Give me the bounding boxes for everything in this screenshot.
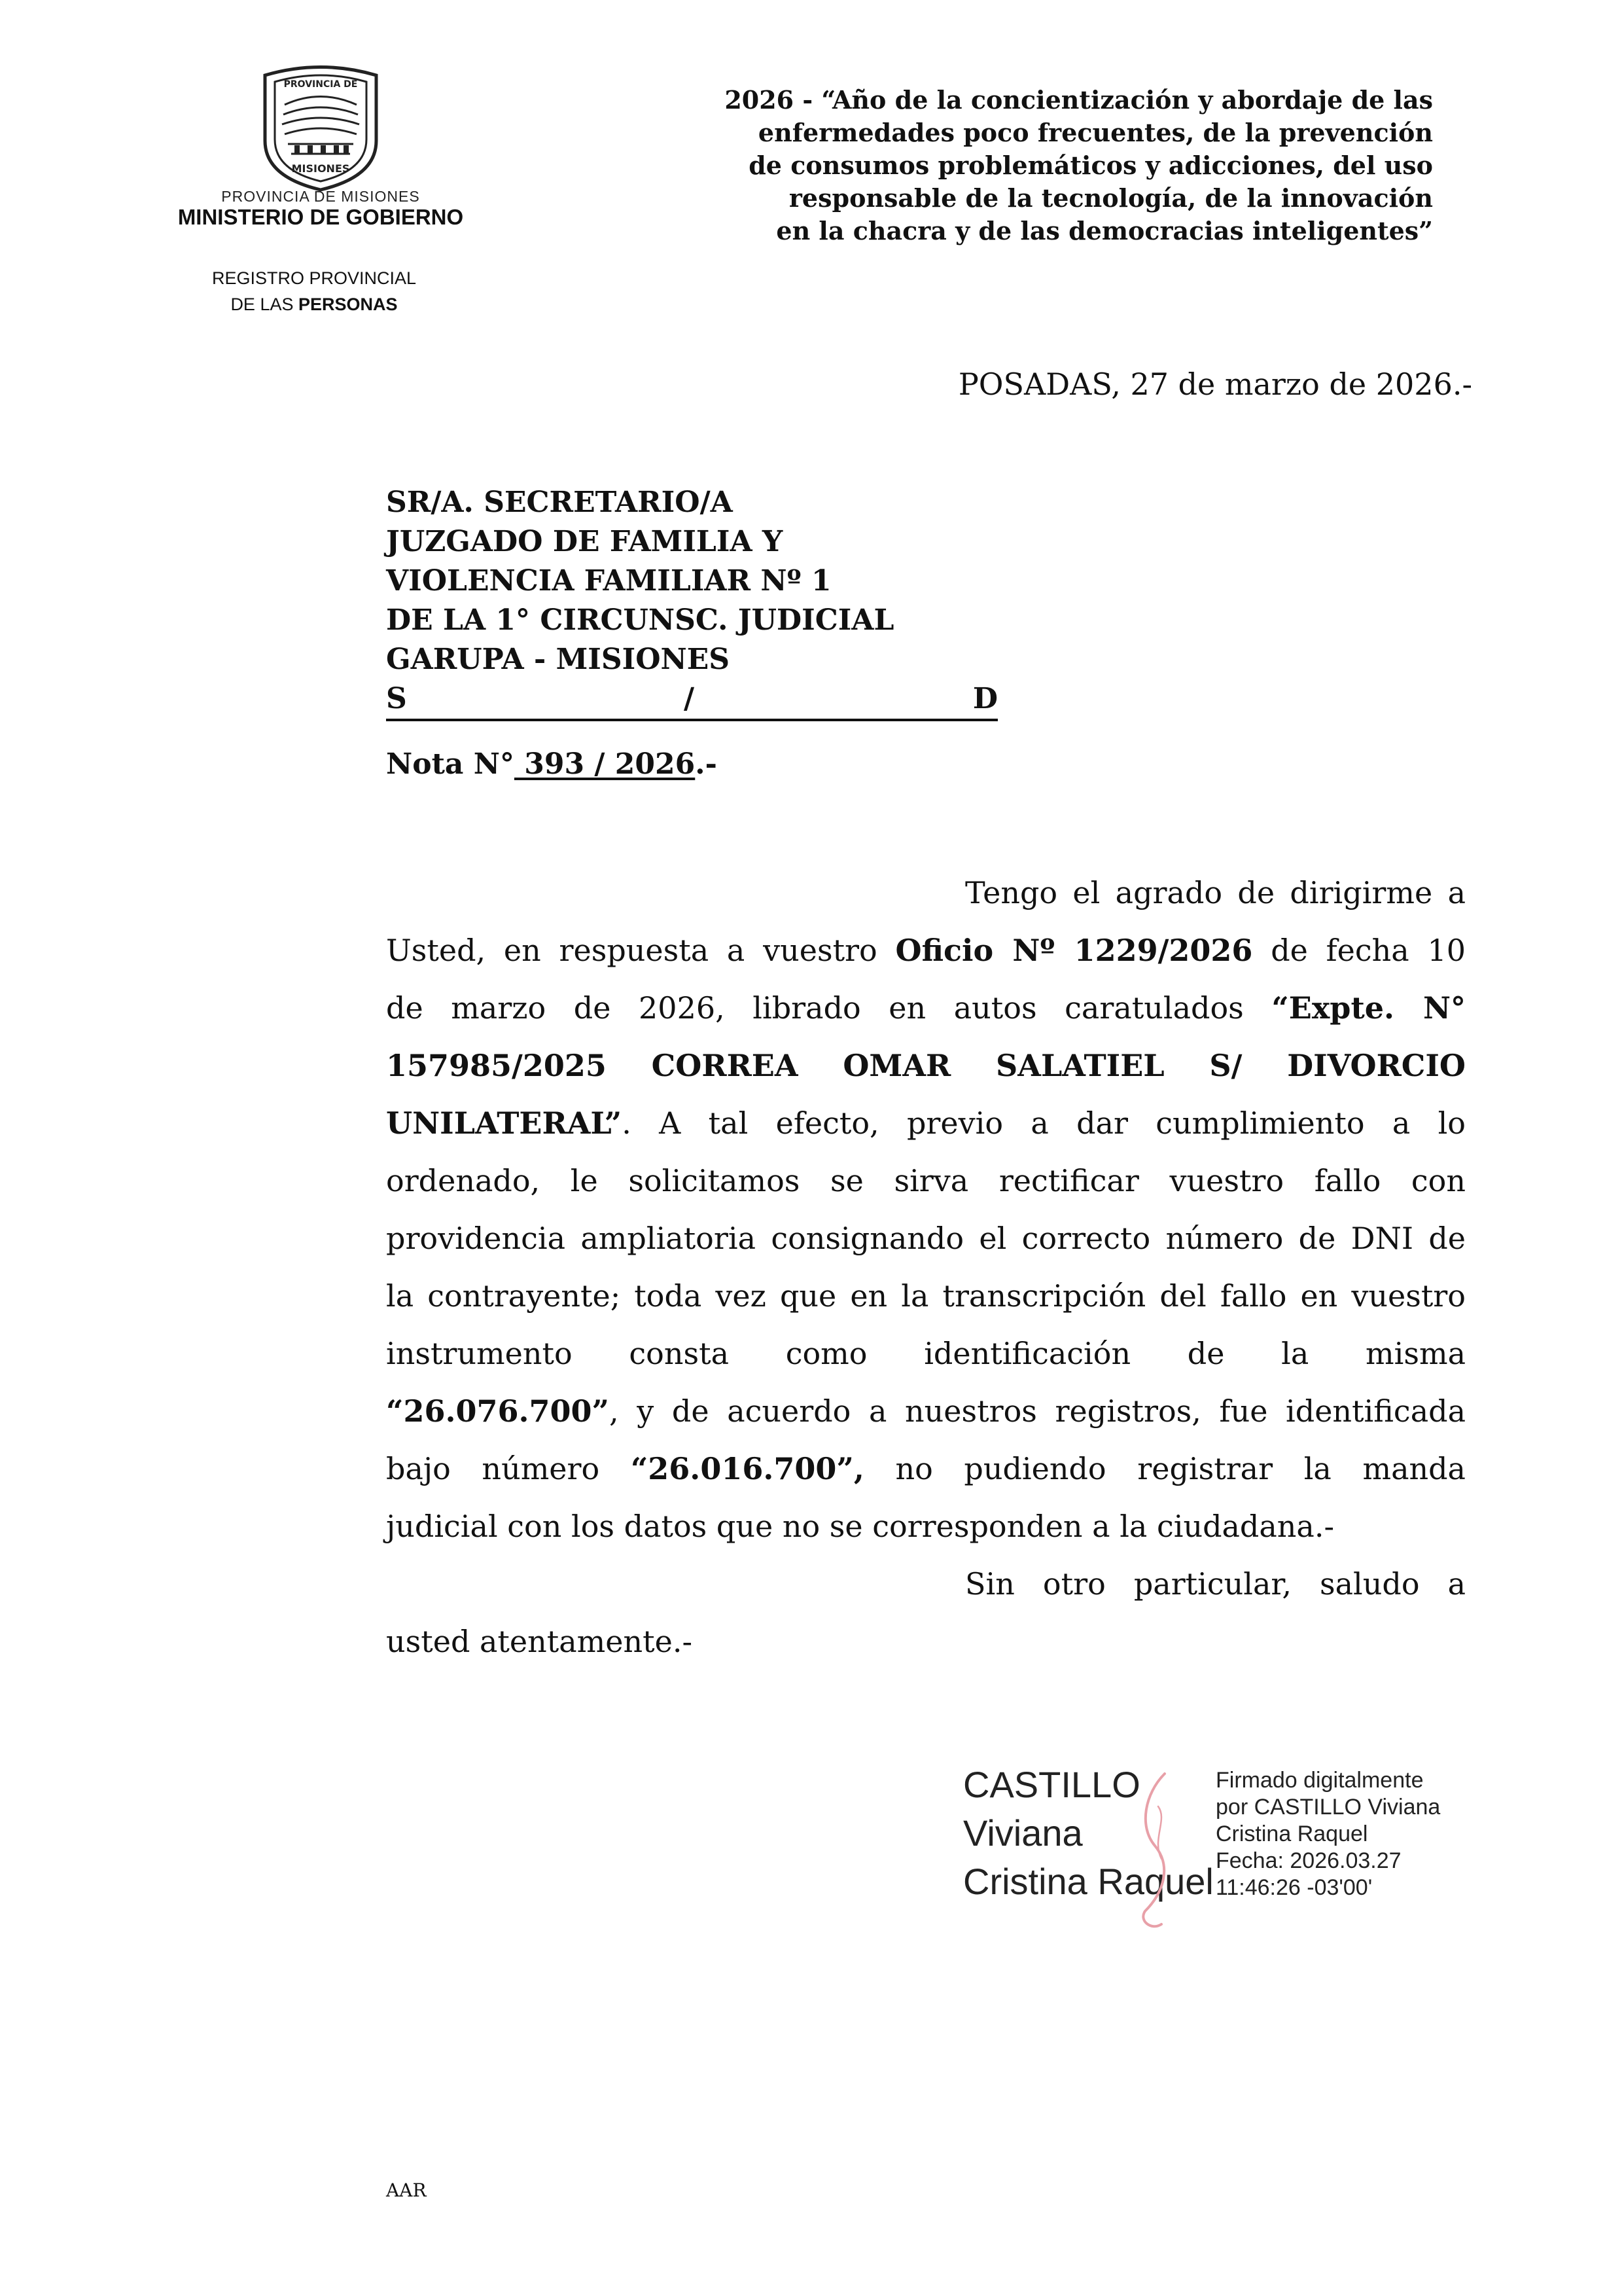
motto-line: en la chacra y de las democracias inteligentes” [776, 216, 1433, 245]
note-label: Nota N° [386, 747, 514, 781]
province-label: PROVINCIA DE MISIONES [221, 188, 420, 205]
recipient-line: GARUPA - MISIONES [386, 643, 730, 676]
registry-line-1: REGISTRO PROVINCIAL [211, 268, 417, 288]
signature-info-line: Fecha: 2026.03.27 [1216, 1848, 1402, 1873]
body-line: ordenado, le solicitamos se sirva rectificar vuestro fallo con [386, 1163, 1466, 1198]
digital-signature-mark [1125, 1767, 1184, 1937]
recipient-line: JUZGADO DE FAMILIA Y [386, 525, 783, 558]
signature-info-line: por CASTILLO Viviana [1216, 1795, 1441, 1820]
body-line: judicial con los datos que no se corresponden a la ciudadana.- [386, 1509, 1335, 1544]
seal-top-text: PROVINCIA DE [283, 79, 358, 90]
body-line: “26.076.700”, y de acuerdo a nuestros registros, fue identificada [386, 1393, 1466, 1429]
body-line: UNILATERAL”. A tal efecto, previo a dar cumplimiento a lo [386, 1105, 1466, 1141]
body-line: usted atentamente.- [386, 1624, 693, 1659]
signer-name-line: Viviana [963, 1812, 1083, 1854]
motto-line: enfermedades poco frecuentes, de la prevención [758, 118, 1433, 147]
motto-line: 2026 - “Año de la concientización y abordaje de las [724, 85, 1433, 115]
province-seal-logo [245, 62, 396, 193]
signer-name-line: CASTILLO [963, 1764, 1140, 1805]
signature-info-line: Cristina Raquel [1216, 1821, 1368, 1846]
body-line: 157985/2025 CORREA OMAR SALATIEL S/ DIVORCIO [386, 1048, 1466, 1083]
registry-bold: PERSONAS [298, 295, 398, 314]
recipient-line: DE LA 1° CIRCUNSC. JUDICIAL [386, 603, 894, 637]
note-suffix: .- [695, 747, 717, 781]
body-line: bajo número “26.016.700”, no pudiendo registrar la manda [386, 1451, 1466, 1486]
body-line: Tengo el agrado de dirigirme a [965, 875, 1466, 910]
body-line: instrumento consta como identificación de la misma [386, 1336, 1466, 1371]
body-line: la contrayente; toda vez que en la transcripción del fallo en vuestro [386, 1278, 1466, 1314]
sd-right: D [972, 682, 998, 715]
sd-mid: / [684, 682, 695, 715]
signer-name-line: Cristina Raquel [963, 1861, 1214, 1902]
note-value: 393 / 2026 [514, 747, 696, 781]
recipient-line: VIOLENCIA FAMILIAR Nº 1 [386, 564, 832, 598]
body-line: de marzo de 2026, librado en autos caratulados “Expte. N° [386, 990, 1466, 1026]
year-motto [582, 84, 1433, 247]
registry-line-2 [157, 295, 471, 315]
sd-left: S [386, 682, 407, 715]
note-number [386, 747, 717, 781]
recipient-line: SR/A. SECRETARIO/A [386, 486, 733, 519]
author-initials: AAR [386, 2179, 427, 2201]
letter-date: POSADAS, 27 de marzo de 2026.- [958, 367, 1472, 402]
signature-info-line: Firmado digitalmente [1216, 1768, 1424, 1793]
letter-body [386, 864, 1466, 1670]
body-line: Usted, en respuesta a vuestro Oficio Nº 1229/2026 de fecha 10 [386, 933, 1466, 968]
ministry-label: MINISTERIO DE GOBIERNO [177, 205, 464, 229]
registry-prefix: DE LAS [230, 295, 294, 314]
recipient-block [386, 483, 998, 721]
seal-bottom-text: MISIONES [291, 162, 350, 175]
motto-line: responsable de la tecnología, de la innovación [788, 183, 1433, 213]
digital-signature-info [1216, 1767, 1440, 1901]
body-line: providencia ampliatoria consignando el correcto número de DNI de [386, 1221, 1466, 1256]
motto-line: de consumos problemáticos y adicciones, del uso [749, 151, 1433, 180]
sd-line [386, 679, 998, 721]
signature-info-line: 11:46:26 -03'00' [1216, 1875, 1373, 1900]
body-line: Sin otro particular, saludo a [965, 1566, 1466, 1602]
